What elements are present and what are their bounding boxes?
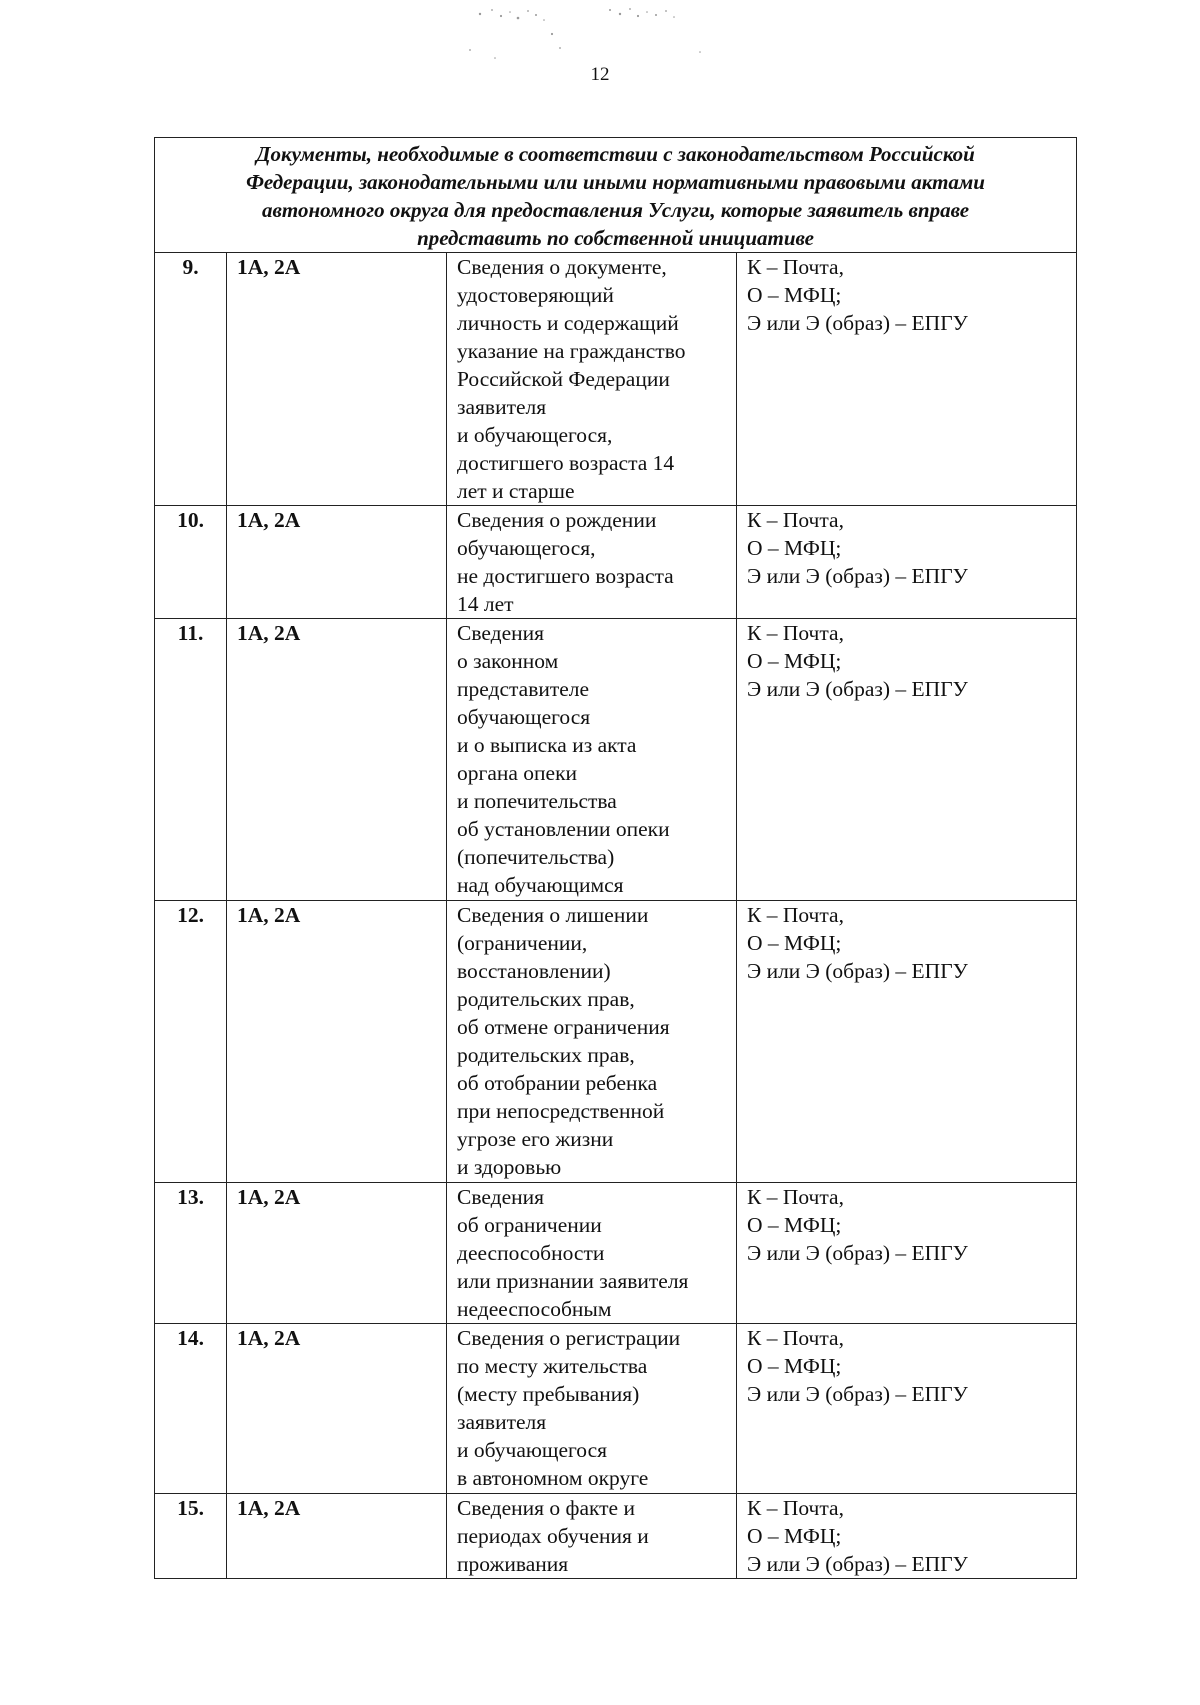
description-line: и о выписка из акта — [457, 733, 637, 757]
description-line: об отобрании ребенка — [457, 1071, 658, 1095]
channel-line: О – МФЦ; — [747, 1524, 842, 1548]
table-row — [155, 901, 1077, 1183]
row-category-code: 1А, 2А — [227, 1183, 447, 1324]
description-line: восстановлении) — [457, 959, 611, 983]
description-line: в автономном округе — [457, 1466, 649, 1490]
row-description — [447, 619, 737, 901]
description-line: Сведения о регистрации — [457, 1326, 681, 1350]
row-number: 11. — [155, 619, 227, 901]
description-line: недееспособным — [457, 1297, 612, 1321]
description-line: не достигшего возраста — [457, 564, 674, 588]
row-description — [447, 1183, 737, 1324]
row-number: 15. — [155, 1494, 227, 1579]
channel-line: К – Почта, — [747, 1496, 844, 1520]
channel-line: О – МФЦ; — [747, 931, 842, 955]
description-line: обучающегося — [457, 705, 591, 729]
description-line: Сведения — [457, 621, 545, 645]
table-row — [155, 1324, 1077, 1494]
description-line: периодах обучения и — [457, 1524, 649, 1548]
description-line: об установлении опеки — [457, 817, 670, 841]
row-category-code: 1А, 2А — [227, 253, 447, 506]
channel-line: К – Почта, — [747, 621, 844, 645]
channel-line: К – Почта, — [747, 508, 844, 532]
description-line: заявителя — [457, 395, 547, 419]
description-line: удостоверяющий — [457, 283, 614, 307]
header-line: представить по собственной инициативе — [417, 226, 814, 250]
channel-line: О – МФЦ; — [747, 649, 842, 673]
description-line: представителе — [457, 677, 590, 701]
row-number: 10. — [155, 506, 227, 619]
header-line: Документы, необходимые в соответствии с законодательством Российской — [256, 142, 975, 166]
channel-line: Э или Э (образ) – ЕПГУ — [747, 564, 968, 588]
description-line: обучающегося, — [457, 536, 596, 560]
documents-table — [154, 137, 1077, 1579]
description-line: над обучающимся — [457, 873, 624, 897]
row-category-code: 1А, 2А — [227, 1494, 447, 1579]
channel-line: К – Почта, — [747, 1326, 844, 1350]
row-submission-channels — [737, 1494, 1077, 1579]
description-line: 14 лет — [457, 592, 514, 616]
row-number: 14. — [155, 1324, 227, 1494]
row-description — [447, 901, 737, 1183]
description-line: родительских прав, — [457, 987, 635, 1011]
row-submission-channels — [737, 619, 1077, 901]
description-line: Сведения о лишении — [457, 903, 649, 927]
row-description — [447, 506, 737, 619]
description-line: лет и старше — [457, 479, 575, 503]
row-submission-channels — [737, 506, 1077, 619]
description-line: достигшего возраста 14 — [457, 451, 675, 475]
table-row — [155, 253, 1077, 506]
channel-line: О – МФЦ; — [747, 536, 842, 560]
channel-line: Э или Э (образ) – ЕПГУ — [747, 677, 968, 701]
channel-line: О – МФЦ; — [747, 1354, 842, 1378]
table-row — [155, 619, 1077, 901]
description-line: и попечительства — [457, 789, 617, 813]
description-line: (попечительства) — [457, 845, 615, 869]
channel-line: О – МФЦ; — [747, 283, 842, 307]
description-line: об ограничении — [457, 1213, 602, 1237]
row-category-code: 1А, 2А — [227, 1324, 447, 1494]
channel-line: К – Почта, — [747, 1185, 844, 1209]
description-line: или признании заявителя — [457, 1269, 689, 1293]
channel-line: Э или Э (образ) – ЕПГУ — [747, 1241, 968, 1265]
description-line: дееспособности — [457, 1241, 605, 1265]
header-line: Федерации, законодательными или иными нормативными правовыми актами — [246, 170, 985, 194]
scan-noise — [440, 0, 770, 70]
channel-line: Э или Э (образ) – ЕПГУ — [747, 1552, 968, 1576]
description-line: Сведения о документе, — [457, 255, 667, 279]
row-number: 13. — [155, 1183, 227, 1324]
description-line: и обучающегося — [457, 1438, 608, 1462]
description-line: по месту жительства — [457, 1354, 648, 1378]
description-line: личность и содержащий — [457, 311, 679, 335]
description-line: указание на гражданство — [457, 339, 686, 363]
description-line: Российской Федерации — [457, 367, 670, 391]
description-line: и здоровью — [457, 1155, 562, 1179]
channel-line: О – МФЦ; — [747, 1213, 842, 1237]
channel-line: К – Почта, — [747, 903, 844, 927]
page-number: 12 — [590, 64, 610, 85]
row-submission-channels — [737, 253, 1077, 506]
description-line: об отмене ограничения — [457, 1015, 670, 1039]
description-line: Сведения о факте и — [457, 1496, 635, 1520]
row-category-code: 1А, 2А — [227, 506, 447, 619]
row-submission-channels — [737, 1324, 1077, 1494]
description-line: (ограничении, — [457, 931, 588, 955]
description-line: родительских прав, — [457, 1043, 635, 1067]
row-number: 12. — [155, 901, 227, 1183]
row-number: 9. — [155, 253, 227, 506]
table-section-header — [155, 138, 1077, 253]
table-row — [155, 1183, 1077, 1324]
row-submission-channels — [737, 1183, 1077, 1324]
description-line: о законном — [457, 649, 559, 673]
row-category-code: 1А, 2А — [227, 619, 447, 901]
description-line: при непосредственной — [457, 1099, 665, 1123]
row-description — [447, 253, 737, 506]
description-line: Сведения — [457, 1185, 545, 1209]
description-line: Сведения о рождении — [457, 508, 657, 532]
channel-line: Э или Э (образ) – ЕПГУ — [747, 1382, 968, 1406]
channel-line: К – Почта, — [747, 255, 844, 279]
channel-line: Э или Э (образ) – ЕПГУ — [747, 959, 968, 983]
row-description — [447, 1494, 737, 1579]
description-line: (месту пребывания) — [457, 1382, 640, 1406]
table-row — [155, 1494, 1077, 1579]
description-line: и обучающегося, — [457, 423, 613, 447]
table-header-row — [155, 138, 1077, 253]
description-line: заявителя — [457, 1410, 547, 1434]
description-line: проживания — [457, 1552, 569, 1576]
description-line: органа опеки — [457, 761, 578, 785]
channel-line: Э или Э (образ) – ЕПГУ — [747, 311, 968, 335]
row-description — [447, 1324, 737, 1494]
row-category-code: 1А, 2А — [227, 901, 447, 1183]
description-line: угрозе его жизни — [457, 1127, 614, 1151]
header-line: автономного округа для предоставления Услуги, которые заявитель вправе — [262, 198, 970, 222]
row-submission-channels — [737, 901, 1077, 1183]
table-row — [155, 506, 1077, 619]
